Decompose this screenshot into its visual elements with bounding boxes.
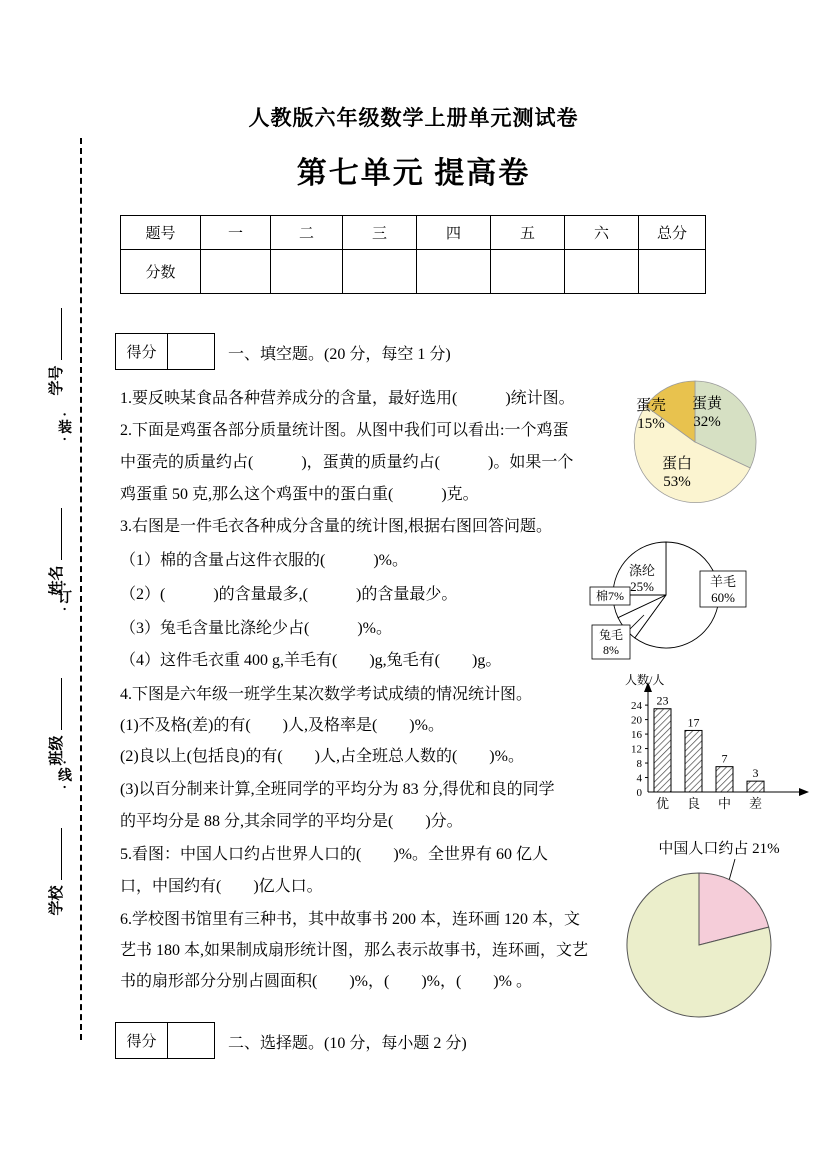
question-line: （1）棉的含量占这件衣服的( )%。 [120, 552, 408, 569]
svg-text:棉7%: 棉7% [596, 589, 624, 603]
svg-text:4: 4 [636, 772, 642, 785]
question-line: 口，中国约有( )亿人口。 [120, 878, 323, 895]
question-line: 6.学校图书馆里有三种书，其中故事书 200 本，连环画 120 本，文 [120, 911, 581, 928]
binding-dashed-line [80, 138, 82, 1040]
svg-text:53%: 53% [663, 474, 691, 490]
svg-text:12: 12 [631, 743, 642, 756]
school-blank-line [48, 829, 62, 881]
section1-score-label: 得分 [116, 334, 168, 369]
svg-text:羊毛: 羊毛 [709, 574, 737, 589]
question-line: 中蛋壳的质量约占( )，蛋黄的质量约占( )。如果一个 [120, 454, 574, 471]
score-table-header-cell: 题号 [121, 216, 201, 250]
svg-text:差: 差 [748, 796, 763, 811]
class-blank-line [48, 679, 62, 731]
question-line: （3）兔毛含量比涤纶少占( )%。 [120, 620, 392, 637]
question-line: 书的扇形部分分别占圆面积( )%，( )%，( )% 。 [120, 973, 532, 990]
score-blank-cell [201, 250, 271, 294]
svg-text:人数/人: 人数/人 [625, 673, 665, 687]
score-summary-table [120, 215, 706, 294]
question-line: （2）( )的含量最多,( )的含量最少。 [120, 586, 458, 603]
student-id-blank-line [48, 309, 62, 361]
student-name-blank-line [48, 509, 62, 561]
score-table-header-cell: 二 [271, 216, 343, 250]
svg-text:蛋黄: 蛋黄 [691, 396, 723, 412]
section2-heading: 二、选择题。(10 分，每小题 2 分) [228, 1035, 467, 1052]
question-line: 艺书 180 本,如果制成扇形统计图，那么表示故事书，连环画，文艺 [120, 942, 589, 959]
student-id-field [45, 297, 65, 407]
svg-text:17: 17 [687, 715, 700, 730]
svg-text:兔毛: 兔毛 [598, 628, 624, 642]
score-table-score-row [121, 250, 706, 294]
binding-char-xian: ·线· [56, 760, 71, 793]
question-line: (3)以百分制来计算,全班同学的平均分为 83 分,得优和良的同学 [120, 781, 555, 798]
question-line: 3.右图是一件毛衣各种成分含量的统计图,根据右图回答问题。 [120, 518, 553, 535]
svg-text:蛋壳: 蛋壳 [635, 398, 667, 414]
binding-char-zhuang: ·装· [56, 412, 71, 445]
svg-text:优: 优 [655, 796, 670, 811]
score-blank-cell [639, 250, 706, 294]
svg-text:3: 3 [752, 766, 759, 781]
svg-text:8: 8 [636, 758, 642, 771]
question-line: (1)不及格(差)的有( )人,及格率是( )%。 [120, 717, 444, 734]
section2-score-blank [168, 1023, 214, 1058]
school-label: 学校 [48, 885, 65, 916]
score-blank-cell [491, 250, 565, 294]
question-line: 2.下面是鸡蛋各部分质量统计图。从图中我们可以看出:一个鸡蛋 [120, 422, 569, 439]
score-blank-cell [271, 250, 343, 294]
egg-pie-chart [621, 376, 796, 516]
question-line: （4）这件毛衣重 400 g,羊毛有( )g,兔毛有( )g。 [120, 652, 502, 669]
svg-text:8%: 8% [603, 643, 619, 657]
score-table-header-cell: 总分 [639, 216, 706, 250]
section2-score-box [115, 1022, 215, 1059]
svg-text:23: 23 [656, 693, 669, 708]
svg-text:32%: 32% [693, 414, 721, 430]
svg-text:25%: 25% [630, 579, 654, 594]
score-table-header-cell: 五 [491, 216, 565, 250]
section2-score-label: 得分 [116, 1023, 168, 1058]
question-line: (2)良以上(包括良)的有( )人,占全班总人数的( )%。 [120, 748, 524, 765]
question-line: 1.要反映某食品各种营养成分的含量，最好选用( )统计图。 [120, 390, 575, 407]
svg-text:蛋白: 蛋白 [661, 456, 693, 472]
sweater-pie-chart [588, 533, 803, 668]
question-line: 4.下图是六年级一班学生某次数学考试成绩的情况统计图。 [120, 686, 533, 703]
score-blank-cell [417, 250, 491, 294]
score-blank-cell [343, 250, 417, 294]
section1-heading: 一、填空题。(20 分，每空 1 分) [228, 346, 451, 363]
svg-text:16: 16 [631, 729, 642, 742]
svg-text:7: 7 [721, 751, 728, 766]
score-table-header-cell: 三 [343, 216, 417, 250]
score-table-header-cell: 六 [565, 216, 639, 250]
svg-text:良: 良 [686, 796, 701, 811]
student-name-label: 姓名 [48, 565, 65, 596]
question-line: 5.看图：中国人口约占世界人口的( )%。全世界有 60 亿人 [120, 846, 548, 863]
student-id-label: 学号 [48, 365, 65, 396]
svg-text:60%: 60% [711, 590, 735, 605]
svg-text:涤纶: 涤纶 [628, 563, 656, 578]
paper-series-title: 人教版六年级数学上册单元测试卷 [248, 106, 579, 130]
class-label: 班级 [48, 735, 65, 766]
svg-text:中国人口约占 21%: 中国人口约占 21% [658, 841, 780, 857]
svg-text:24: 24 [631, 700, 642, 713]
school-field [45, 817, 65, 927]
score-row-label: 分数 [121, 250, 201, 294]
question-line: 鸡蛋重 50 克,那么这个鸡蛋中的蛋白重( )克。 [120, 486, 479, 503]
score-blank-cell [565, 250, 639, 294]
svg-text:20: 20 [631, 714, 642, 727]
china-pie-chart [613, 833, 818, 1033]
section1-score-box [115, 333, 215, 370]
score-bar-chart [613, 670, 818, 822]
svg-text:中: 中 [717, 796, 732, 811]
binding-char-ding: ·订· [56, 582, 71, 615]
section1-score-blank [168, 334, 214, 369]
paper-unit-title: 第七单元 提高卷 [296, 157, 531, 190]
score-table-header-cell: 一 [201, 216, 271, 250]
score-table-header-cell: 四 [417, 216, 491, 250]
svg-text:15%: 15% [637, 416, 665, 432]
score-table-header-row [121, 216, 706, 250]
svg-text:0: 0 [636, 787, 642, 799]
question-line: 的平均分是 88 分,其余同学的平均分是( )分。 [120, 813, 463, 830]
